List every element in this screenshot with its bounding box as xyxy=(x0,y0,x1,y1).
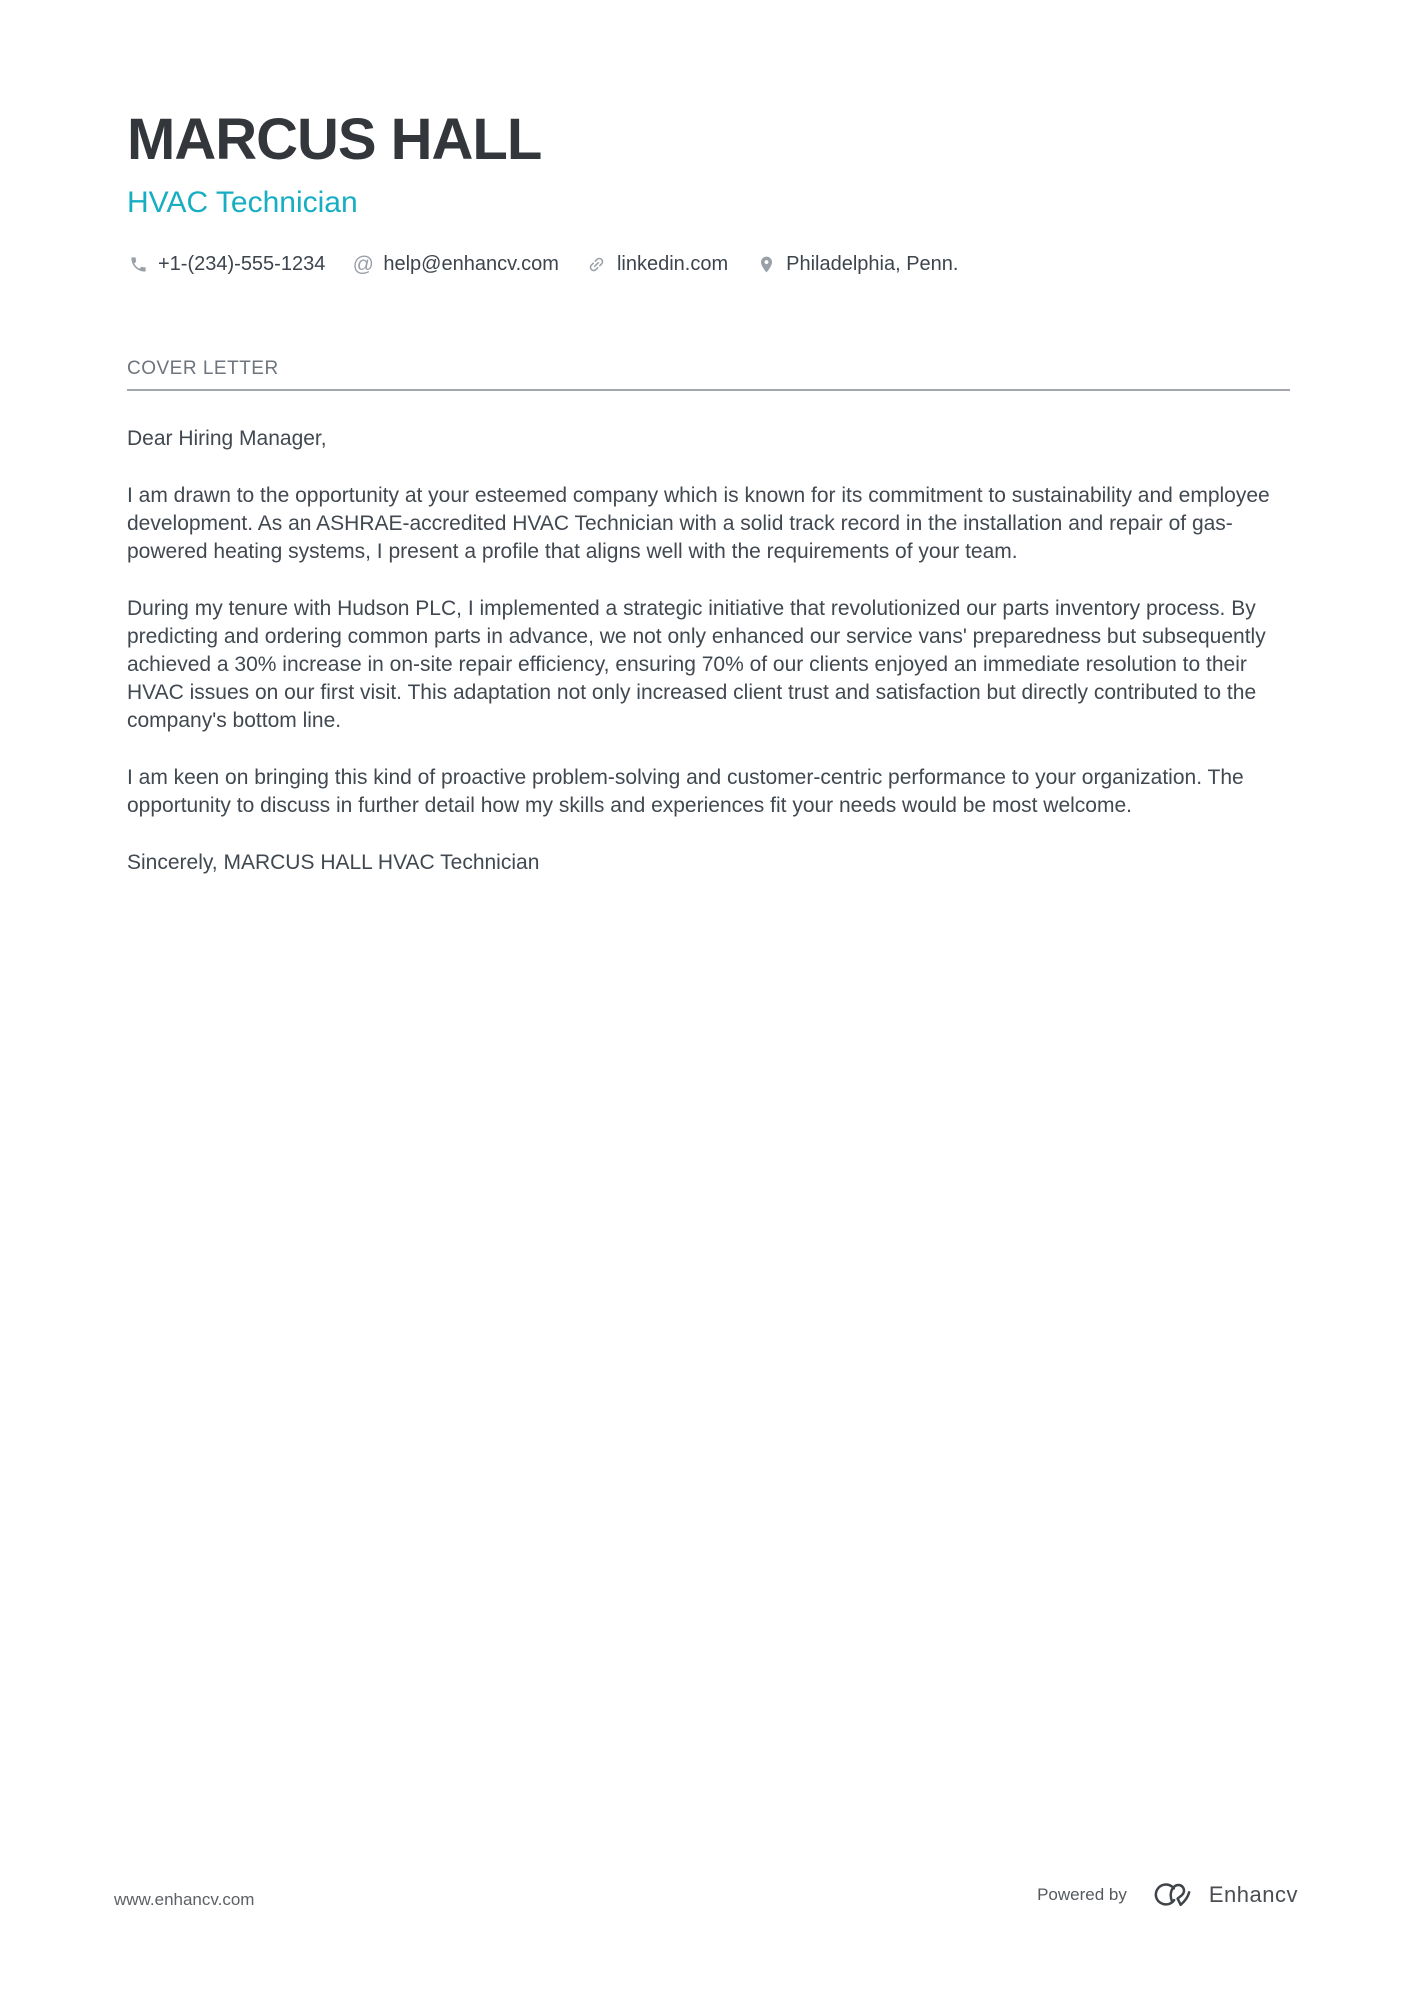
powered-by-label: Powered by xyxy=(1037,1885,1127,1904)
enhancv-logo-icon xyxy=(1143,1878,1193,1912)
website-link[interactable]: www.enhancv.com xyxy=(114,1890,255,1909)
letter-paragraph: During my tenure with Hudson PLC, I implemented a strategic initiative that revolutionized our parts inventory process. By predicting and ordering common parts in advance, we not only enhanced our service vans' preparedness but subsequently achieved a 30% increase in on-site repair efficiency, ensuring 70% of our clients enjoyed an immediate resolution to their HVAC issues on our first visit. This adaptation not only increased client trust and satisfaction but directly contributed to the company's bottom line. xyxy=(127,596,1266,732)
document-header xyxy=(127,108,1290,276)
email-icon: @ xyxy=(352,252,374,276)
person-name: MARCUS HALL xyxy=(127,107,542,172)
contact-email-text: help@enhancv.com xyxy=(383,252,559,275)
section-divider xyxy=(127,389,1290,391)
link-icon xyxy=(586,253,608,275)
job-title: HVAC Technician xyxy=(127,185,358,219)
contact-location-text: Philadelphia, Penn. xyxy=(786,252,959,275)
contact-location xyxy=(755,253,958,276)
letter-greeting: Dear Hiring Manager, xyxy=(127,426,327,450)
enhancv-brand[interactable] xyxy=(1037,1878,1298,1912)
letter-signoff: Sincerely, MARCUS HALL HVAC Technician xyxy=(127,850,540,874)
phone-icon xyxy=(127,253,149,275)
contact-phone-text: +1-(234)-555-1234 xyxy=(158,252,326,275)
brand-name: Enhancv xyxy=(1208,1882,1298,1907)
letter-paragraph: I am drawn to the opportunity at your esteemed company which is known for its commitment to sustainability and employee development. As an ASHRAE-accredited HVAC Technician with a solid track record in the installation and repair of gas-powered heating systems, I present a profile that aligns well with the requirements of your team. xyxy=(127,483,1270,563)
letter-paragraph: I am keen on bringing this kind of proactive problem-solving and customer-centric performance to your organization. The opportunity to discuss in further detail how my skills and experiences fit your needs would be most welcome. xyxy=(127,765,1244,817)
contact-row xyxy=(127,253,1290,276)
letter-body xyxy=(127,425,1290,877)
location-icon xyxy=(755,253,777,275)
contact-linkedin[interactable] xyxy=(586,253,728,276)
section-label: COVER LETTER xyxy=(127,357,279,379)
contact-phone[interactable] xyxy=(127,253,325,276)
contact-email[interactable] xyxy=(352,253,559,276)
cover-letter-section xyxy=(127,358,1290,877)
contact-linkedin-text: linkedin.com xyxy=(616,252,729,275)
